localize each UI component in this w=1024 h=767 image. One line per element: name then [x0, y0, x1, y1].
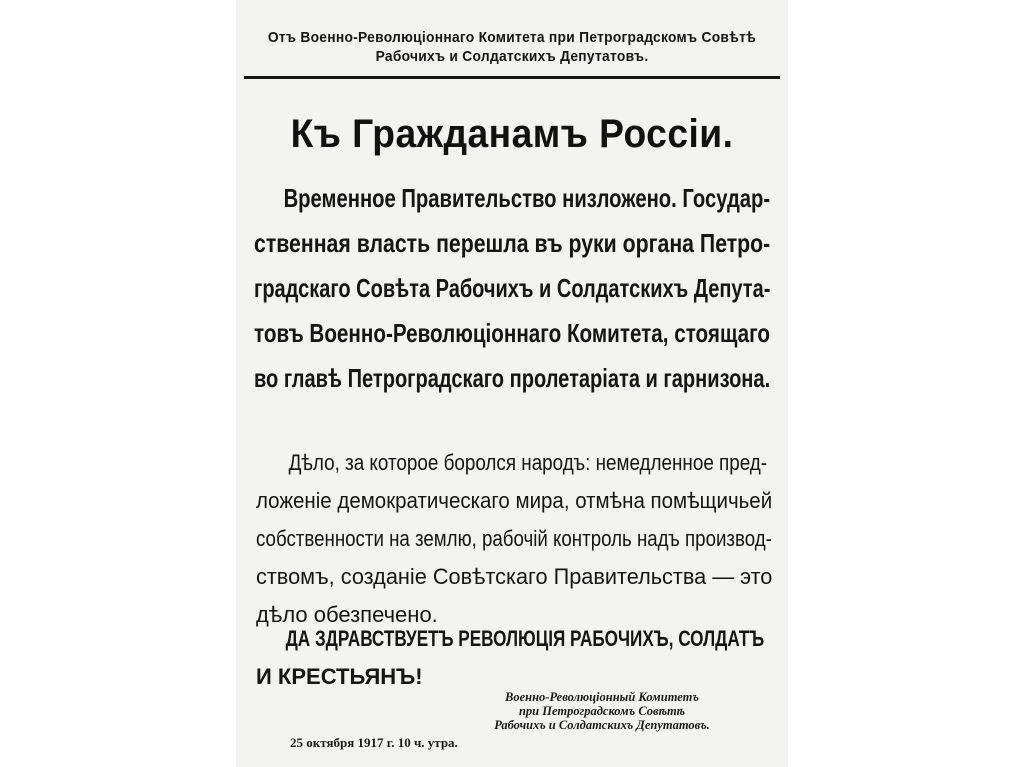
proclamation-title: Къ Гражданамъ Россiи. [290, 112, 734, 156]
signature-line: при Петроградскомъ Совѣтѣ [518, 704, 686, 718]
header-line-2: Рабочихъ и Солдатскихъ Депутатовъ. [375, 48, 649, 65]
header-divider [244, 76, 780, 79]
signature-block [432, 690, 772, 732]
paragraph-long-live: ДА ЗДРАВСТВУЕТЪ РЕВОЛЮЦIЯ РАБОЧИХЪ, СОЛДАТЪ И КРЕСТЬЯНЪ! [256, 620, 772, 696]
proclamation-date: 25 октября 1917 г. 10 ч. утра. [290, 735, 458, 750]
paragraph-cause-secured: Дѣло, за которое боролся народъ: немедленное пред- ложенiе демократическаго мира, отмѣна помѣщичьей собственности на землю, рабочiй контроль надъ производ- ствомъ, созданiе Совѣтскаго Правительства — это дѣло обезпечено. [256, 444, 772, 634]
proclamation-header [267, 28, 756, 66]
header-line-1: Отъ Военно-Революцiоннаго Комитета при Петроградскомъ Совѣтѣ [267, 29, 757, 46]
paragraph2-line: Дѣло, за которое боролся народъ: немедленное пред- [288, 450, 768, 475]
paragraph3-line: ДА ЗДРАВСТВУЕТЪ РЕВОЛЮЦIЯ РАБОЧИХЪ, СОЛДАТЪ [285, 626, 765, 651]
signature-line: Военно-Революцiонный Комитетъ [505, 690, 699, 704]
proclamation-page [236, 0, 788, 767]
signature-line: Рабочихъ и Солдатскихъ Депутатовъ. [494, 718, 710, 732]
paragraph-government-overthrown: Временное Правительство низложено. Государ- ственная власть перешла въ руки органа Петро- градскаго Совѣта Рабочихъ и Солдатскихъ Депута- товъ Военно-Революцiоннаго Комитета, стоящаго во главѣ Петроградскаго пролетарiата и гарнизона. [254, 183, 771, 393]
